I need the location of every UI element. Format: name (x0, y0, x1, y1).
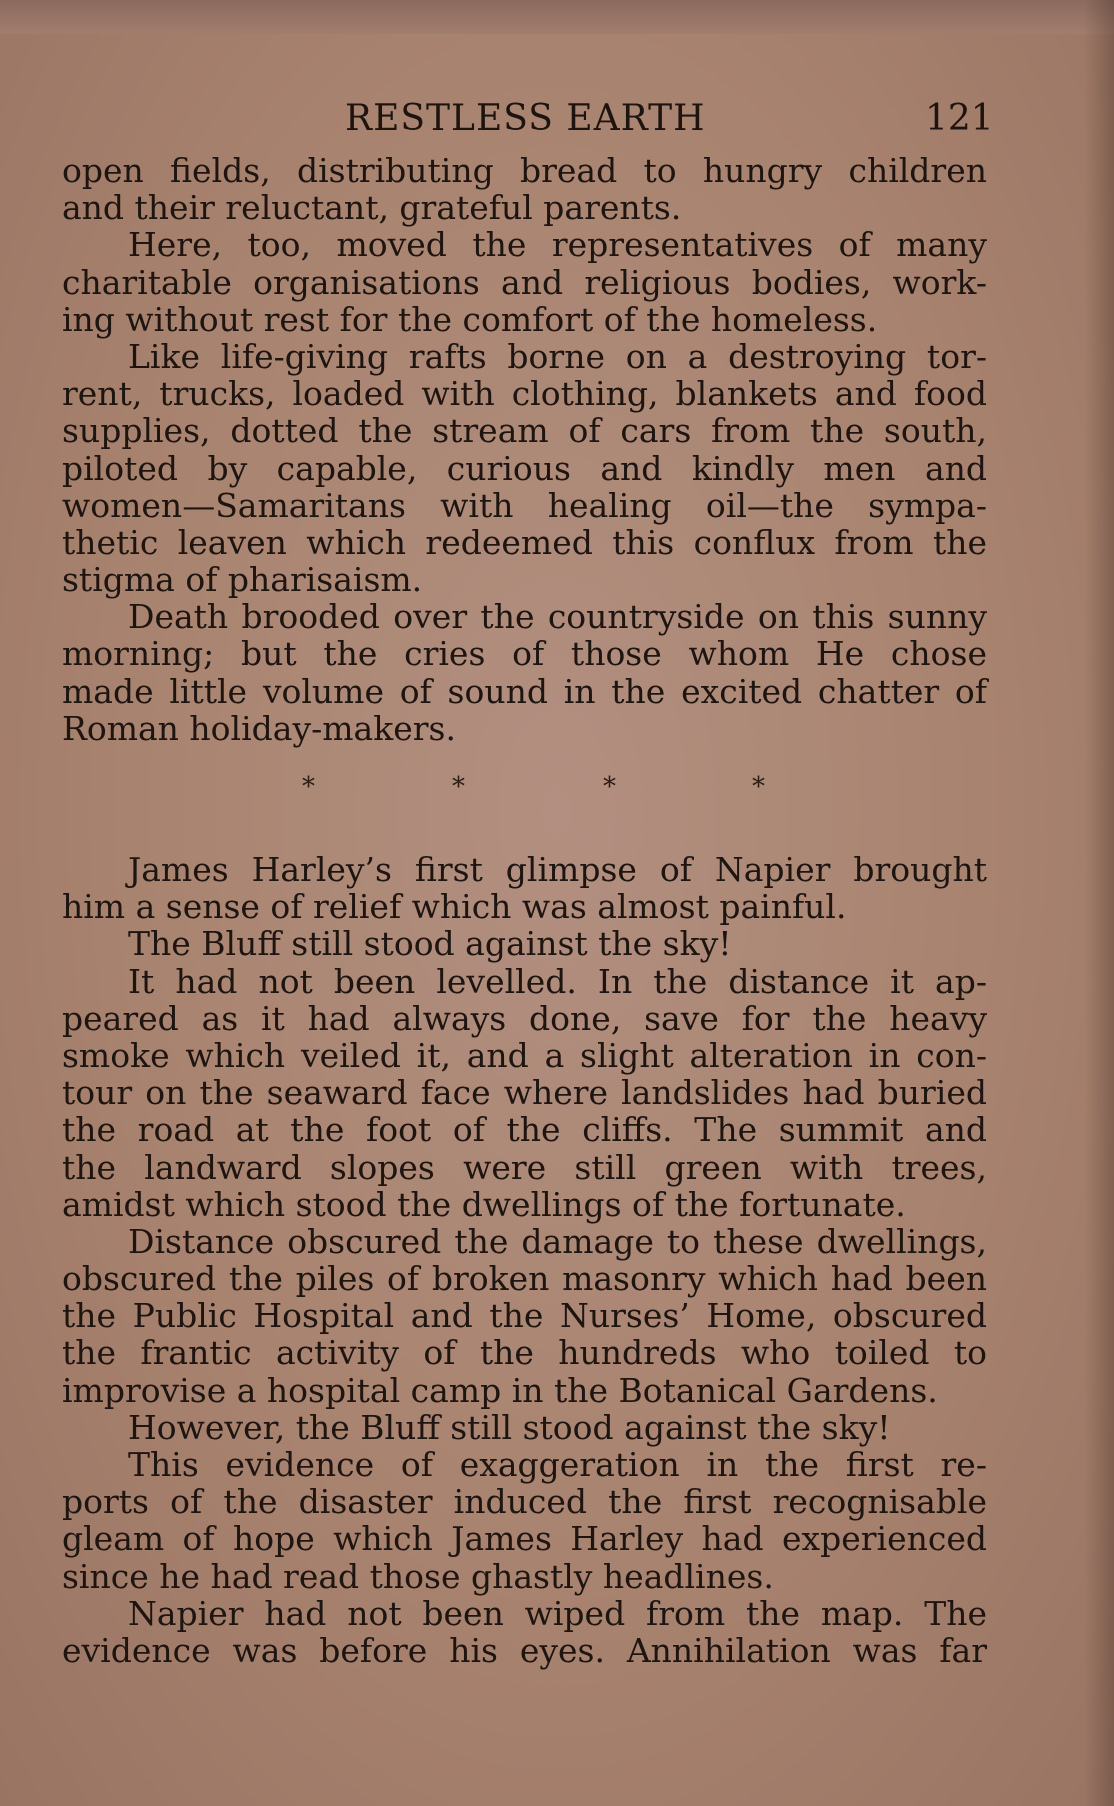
text-line: charitable organisations and religious bodies, work- (62, 262, 987, 302)
text-line: him a sense of relief which was almost painful. (62, 887, 847, 927)
section-break (62, 747, 987, 851)
asterisk-mark: * (752, 772, 765, 802)
text-line: evidence was before his eyes. Annihilation was far (62, 1630, 987, 1670)
page-header (0, 98, 1114, 146)
page-top-edge (0, 0, 1114, 34)
text-line: However, the Bluff still stood against the sky! (128, 1407, 891, 1447)
text-line: obscured the piles of broken masonry which had been (62, 1259, 987, 1299)
text-line: the frantic activity of the hundreds who toiled to (62, 1333, 987, 1373)
text-line: James Harley’s first glimpse of Napier brought (128, 850, 987, 889)
page-right-edge (1084, 0, 1114, 1806)
text-line: It had not been levelled. In the distance it ap- (128, 961, 987, 1001)
text-line: thetic leaven which redeemed this conflux from the (62, 522, 987, 562)
text-line: the Public Hospital and the Nurses’ Home, obscured (62, 1296, 987, 1336)
text-line: made little volume of sound in the excited chatter of (62, 671, 987, 711)
body-text (62, 152, 987, 1669)
text-line: morning; but the cries of those whom He chose (62, 634, 987, 674)
text-line: Like life-giving rafts borne on a destroying tor- (128, 336, 987, 376)
text-line: supplies, dotted the stream of cars from the south, (62, 411, 987, 451)
text-line: peared as it had always done, save for the heavy (62, 998, 987, 1038)
text-line: improvise a hospital camp in the Botanical Gardens. (62, 1370, 938, 1410)
text-line: Napier had not been wiped from the map. The (128, 1593, 987, 1633)
text-line: The Bluff still stood against the sky! (128, 924, 732, 964)
text-line: and their reluctant, grateful parents. (62, 188, 682, 228)
text-line: amidst which stood the dwellings of the fortunate. (62, 1184, 906, 1224)
text-line: Roman holiday-makers. (62, 708, 456, 748)
page-number: 121 (925, 98, 994, 139)
text-line: gleam of hope which James Harley had experienced (62, 1519, 987, 1559)
text-line: smoke which veiled it, and a slight alteration in con- (62, 1035, 987, 1075)
text-line: tour on the seaward face where landslides had buried (62, 1073, 987, 1113)
text-line: rent, trucks, loaded with clothing, blankets and food (62, 374, 987, 414)
text-line: piloted by capable, curious and kindly men and (62, 448, 987, 488)
text-line: Death brooded over the countryside on this sunny (128, 597, 987, 637)
text-line: open fields, distributing bread to hungry children (62, 151, 987, 190)
asterisk-mark: * (603, 772, 616, 802)
asterisk-mark: * (452, 772, 465, 802)
text-line: the road at the foot of the cliffs. The summit and (62, 1110, 987, 1150)
text-line: women—Samaritans with healing oil—the sympa- (62, 485, 987, 525)
text-line: ports of the disaster induced the first recognisable (62, 1482, 987, 1522)
text-line: the landward slopes were still green with trees, (62, 1147, 987, 1187)
running-head: RESTLESS EARTH (345, 98, 706, 139)
text-line: Here, too, moved the representatives of many (128, 225, 987, 265)
text-line: ing without rest for the comfort of the homeless. (62, 299, 878, 339)
text-line: stigma of pharisaism. (62, 560, 423, 600)
text-line: Distance obscured the damage to these dwellings, (128, 1221, 987, 1261)
text-line: since he had read those ghastly headlines. (62, 1556, 774, 1596)
asterisk-mark: * (302, 772, 315, 802)
text-line: This evidence of exaggeration in the first re- (128, 1445, 987, 1484)
